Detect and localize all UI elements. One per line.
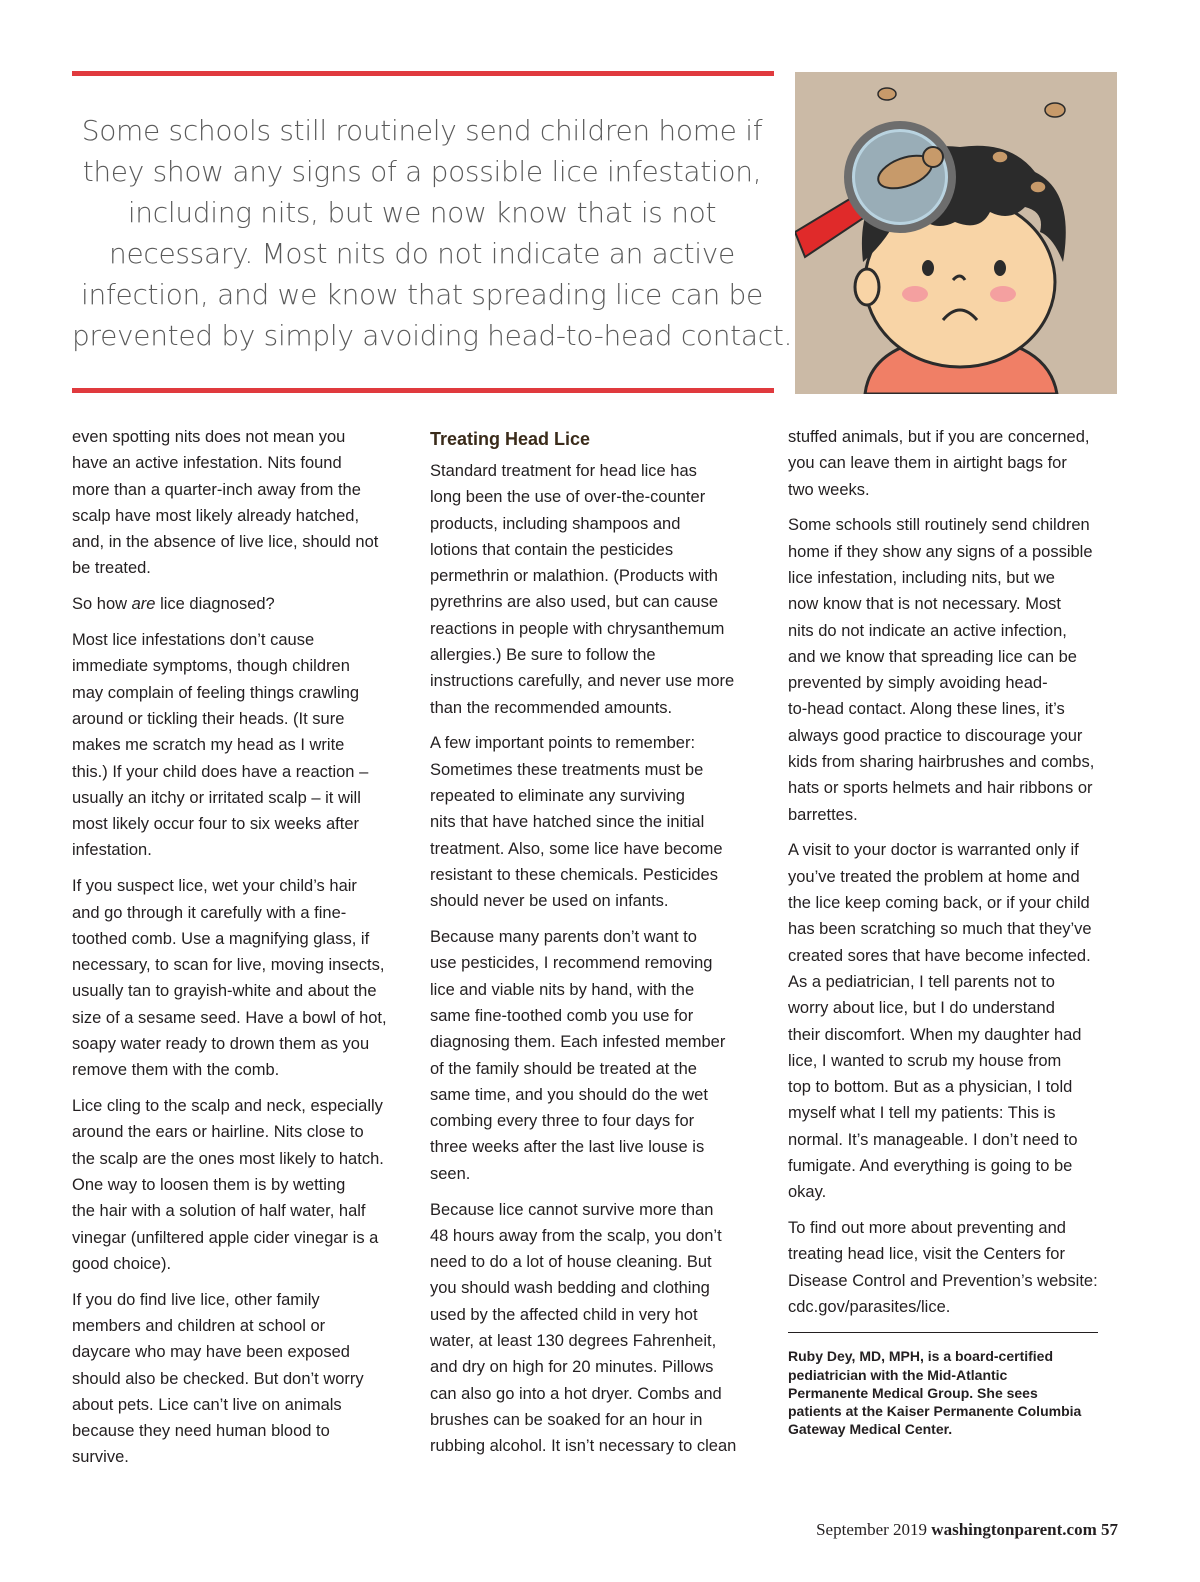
text-line: treating head lice, visit the Centers for bbox=[788, 1245, 1065, 1264]
text-line: Gateway Medical Center. bbox=[788, 1421, 953, 1438]
text-line: repeated to eliminate any surviving bbox=[430, 787, 685, 806]
paragraph bbox=[72, 591, 407, 617]
text-line: have an active infestation. Nits found bbox=[72, 454, 342, 473]
paragraph bbox=[430, 924, 770, 1187]
text-line: products, including shampoos and bbox=[430, 514, 681, 533]
text-line: more than a quarter-inch away from the bbox=[72, 480, 361, 499]
text-line: top to bottom. But as a physician, I told bbox=[788, 1078, 1073, 1097]
text-line: vinegar (unfiltered apple cider vinegar is a bbox=[72, 1228, 379, 1247]
text-line: created sores that have become infected. bbox=[788, 946, 1091, 965]
text-run: lice diagnosed? bbox=[155, 595, 275, 614]
text-line: good choice). bbox=[72, 1254, 172, 1273]
text-line: Because lice cannot survive more than bbox=[430, 1200, 714, 1219]
text-line: diagnosing them. Each infested member bbox=[430, 1033, 726, 1052]
text-line: Sometimes these treatments must be bbox=[430, 760, 704, 779]
text-line: stuffed animals, but if you are concerned, bbox=[788, 428, 1090, 446]
text-line: allergies.) Be sure to follow the bbox=[430, 646, 656, 665]
text-line: Because many parents don’t want to bbox=[430, 928, 697, 947]
text-line: lice, I wanted to scrub my house from bbox=[788, 1051, 1062, 1070]
text-line: you should wash bedding and clothing bbox=[430, 1279, 710, 1298]
text-line: permethrin or malathion. (Products with bbox=[430, 567, 718, 586]
text-line: now know that is not necessary. Most bbox=[788, 595, 1061, 614]
text-line: As a pediatrician, I tell parents not to bbox=[788, 972, 1055, 991]
pull-quote-line: Some schools still routinely send children home if bbox=[81, 114, 763, 147]
pull-quote-line: they show any signs of a possible lice infestation, bbox=[82, 155, 762, 188]
text-line: most likely occur four to six weeks after bbox=[72, 815, 360, 834]
pull-quote-line: including nits, but we now know that is not bbox=[127, 196, 717, 229]
text-line: three weeks after the last live louse is bbox=[430, 1138, 705, 1157]
text-line: daycare who may have been exposed bbox=[72, 1343, 350, 1362]
text-line: nits that have hatched since the initial bbox=[430, 813, 705, 832]
paragraph bbox=[72, 424, 407, 582]
text-line: two weeks. bbox=[788, 480, 870, 499]
pull-quote-line: necessary. Most nits do not indicate an active bbox=[109, 237, 735, 270]
text-line: should never be used on infants. bbox=[430, 892, 669, 911]
text-line: Ruby Dey, MD, MPH, is a board-certified bbox=[788, 1348, 1054, 1365]
paragraph bbox=[788, 424, 1123, 503]
child-lice-magnifier-icon bbox=[795, 72, 1117, 394]
pull-quote-line: prevented by simply avoiding head-to-head contact. bbox=[72, 319, 793, 352]
emphasis: are bbox=[131, 595, 156, 614]
text-line: around or tickling their heads. (It sure bbox=[72, 709, 345, 728]
text-line: To find out more about preventing and bbox=[788, 1219, 1066, 1238]
text-line: the lice keep coming back, or if your child bbox=[788, 894, 1090, 913]
text-line: size of a sesame seed. Have a bowl of hot, bbox=[72, 1008, 387, 1027]
text-line: okay. bbox=[788, 1183, 827, 1202]
bio-divider bbox=[788, 1332, 1098, 1333]
text-line: members and children at school or bbox=[72, 1317, 326, 1335]
paragraph bbox=[72, 627, 407, 864]
text-line: immediate symptoms, though children bbox=[72, 657, 350, 676]
text-line: remove them with the comb. bbox=[72, 1061, 280, 1080]
pull-quote-line: infection, and we know that spreading lice can be bbox=[81, 278, 763, 311]
text-line: has been scratching so much that they’ve bbox=[788, 920, 1092, 939]
text-line: home if they show any signs of a possible bbox=[788, 542, 1093, 561]
text-line: patients at the Kaiser Permanente Columbia bbox=[788, 1403, 1082, 1420]
paragraph bbox=[430, 1197, 770, 1460]
text-line: 48 hours away from the scalp, you don’t bbox=[430, 1226, 722, 1245]
text-line: you can leave them in airtight bags for bbox=[788, 454, 1067, 473]
text-line bbox=[72, 591, 407, 617]
text-line: nits do not indicate an active infection, bbox=[788, 621, 1067, 640]
paragraph bbox=[72, 873, 407, 1083]
text-line: and we know that spreading lice can be bbox=[788, 647, 1077, 666]
text-line: normal. It’s manageable. I don’t need to bbox=[788, 1130, 1078, 1149]
text-line: worry about lice, but I do understand bbox=[788, 999, 1055, 1018]
text-line: Some schools still routinely send children bbox=[788, 516, 1090, 535]
top-accent-rule bbox=[72, 71, 774, 76]
text-line: soapy water ready to drown them as you bbox=[72, 1035, 370, 1054]
column-3 bbox=[788, 424, 1123, 1439]
text-line: need to do a lot of house cleaning. But bbox=[430, 1253, 712, 1272]
text-line: should also be checked. But don’t worry bbox=[72, 1369, 364, 1388]
text-line: Permanente Medical Group. She sees bbox=[788, 1384, 1038, 1401]
text-line: seen. bbox=[430, 1164, 471, 1183]
text-line: myself what I tell my patients: This is bbox=[788, 1104, 1056, 1123]
text-line: may complain of feeling things crawling bbox=[72, 683, 360, 702]
text-line: Lice cling to the scalp and neck, especially bbox=[72, 1097, 383, 1116]
text-line: their discomfort. When my daughter had bbox=[788, 1025, 1082, 1044]
text-line: instructions carefully, and never use more bbox=[430, 672, 735, 691]
text-line: fumigate. And everything is going to be bbox=[788, 1157, 1073, 1176]
text-line: always good practice to discourage your bbox=[788, 726, 1083, 745]
text-line: the hair with a solution of half water, half bbox=[72, 1202, 366, 1221]
text-line: If you do find live lice, other family bbox=[72, 1290, 320, 1309]
text-line: be treated. bbox=[72, 559, 151, 578]
pull-quote bbox=[72, 110, 793, 356]
text-line: same time, and you should do the wet bbox=[430, 1085, 708, 1104]
text-line: same fine-toothed comb you use for bbox=[430, 1006, 694, 1025]
paragraph bbox=[788, 1215, 1123, 1320]
text-line: Most lice infestations don’t cause bbox=[72, 631, 315, 650]
column-1 bbox=[72, 424, 407, 1471]
paragraph bbox=[72, 1287, 407, 1471]
bottom-accent-rule bbox=[72, 388, 774, 393]
footer-site: washingtonparent.com bbox=[931, 1520, 1097, 1539]
paragraph bbox=[430, 730, 770, 914]
page-footer bbox=[816, 1520, 1118, 1540]
text-line: resistant to these chemicals. Pesticides bbox=[430, 865, 718, 884]
text-line: scalp have most likely already hatched, bbox=[72, 506, 360, 525]
text-line: even spotting nits does not mean you bbox=[72, 428, 346, 446]
text-line: about pets. Lice can’t live on animals bbox=[72, 1395, 342, 1414]
text-line: can also go into a hot dryer. Combs and bbox=[430, 1384, 722, 1403]
text-line: necessary, to scan for live, moving insects, bbox=[72, 956, 385, 975]
text-line: rubbing alcohol. It isn’t necessary to clean bbox=[430, 1437, 737, 1456]
text-line: pyrethrins are also used, but can cause bbox=[430, 593, 719, 612]
text-line: reactions in people with chrysanthemum bbox=[430, 619, 725, 638]
text-line: cdc.gov/parasites/lice. bbox=[788, 1298, 951, 1316]
child-with-lice-illustration bbox=[795, 72, 1117, 394]
text-line: lice and viable nits by hand, with the bbox=[430, 980, 695, 999]
text-line: used by the affected child in very hot bbox=[430, 1305, 698, 1324]
text-line: makes me scratch my head as I write bbox=[72, 736, 345, 755]
text-line: Disease Control and Prevention’s website: bbox=[788, 1271, 1098, 1290]
paragraph bbox=[430, 458, 770, 721]
text-line: usually an itchy or irritated scalp – it will bbox=[72, 788, 361, 807]
text-line: If you suspect lice, wet your child’s hair bbox=[72, 877, 357, 896]
text-line: A few important points to remember: bbox=[430, 734, 696, 753]
text-line: this.) If your child does have a reaction – bbox=[72, 762, 369, 781]
text-line: treatment. Also, some lice have become bbox=[430, 839, 723, 858]
text-line: use pesticides, I recommend removing bbox=[430, 954, 713, 973]
text-line: One way to loosen them is by wetting bbox=[72, 1176, 346, 1195]
text-line: because they need human blood to bbox=[72, 1422, 330, 1441]
footer-date: September 2019 bbox=[816, 1520, 928, 1539]
text-line: brushes can be soaked for an hour in bbox=[430, 1410, 703, 1429]
paragraph bbox=[788, 837, 1123, 1205]
text-line: kids from sharing hairbrushes and combs, bbox=[788, 753, 1095, 772]
text-line: barrettes. bbox=[788, 805, 858, 824]
text-line: long been the use of over-the-counter bbox=[430, 488, 706, 507]
column-2 bbox=[430, 424, 770, 1459]
text-line: pediatrician with the Mid-Atlantic bbox=[788, 1366, 1008, 1383]
paragraph bbox=[72, 1093, 407, 1277]
text-line: water, at least 130 degrees Fahrenheit, bbox=[430, 1332, 717, 1350]
text-line: lotions that contain the pesticides bbox=[430, 540, 674, 559]
text-run: So how bbox=[72, 595, 132, 614]
text-line: hats or sports helmets and hair ribbons or bbox=[788, 779, 1093, 798]
text-line: prevented by simply avoiding head- bbox=[788, 674, 1048, 693]
text-line: you’ve treated the problem at home and bbox=[788, 867, 1080, 886]
text-line: around the ears or hairline. Nits close to bbox=[72, 1123, 364, 1142]
text-line: and go through it carefully with a fine- bbox=[72, 903, 347, 922]
text-line: and dry on high for 20 minutes. Pillows bbox=[430, 1358, 714, 1377]
text-line: survive. bbox=[72, 1448, 129, 1467]
text-line: toothed comb. Use a magnifying glass, if bbox=[72, 929, 370, 948]
text-line: combing every three to four days for bbox=[430, 1112, 695, 1131]
page-number: 57 bbox=[1101, 1520, 1118, 1539]
author-bio bbox=[788, 1347, 1123, 1438]
text-line: to-head contact. Along these lines, it’s bbox=[788, 700, 1065, 719]
paragraph bbox=[788, 512, 1123, 828]
text-line: lice infestation, including nits, but we bbox=[788, 568, 1055, 587]
text-line: than the recommended amounts. bbox=[430, 698, 673, 717]
text-line: usually tan to grayish-white and about the bbox=[72, 982, 377, 1001]
text-line: and, in the absence of live lice, should not bbox=[72, 533, 379, 552]
text-line: Standard treatment for head lice has bbox=[430, 462, 697, 480]
text-line: of the family should be treated at the bbox=[430, 1059, 697, 1078]
section-heading: Treating Head Lice bbox=[430, 429, 591, 449]
text-line: A visit to your doctor is warranted only if bbox=[788, 841, 1079, 860]
text-line: the scalp are the ones most likely to hatch. bbox=[72, 1149, 384, 1168]
text-line: infestation. bbox=[72, 841, 152, 860]
